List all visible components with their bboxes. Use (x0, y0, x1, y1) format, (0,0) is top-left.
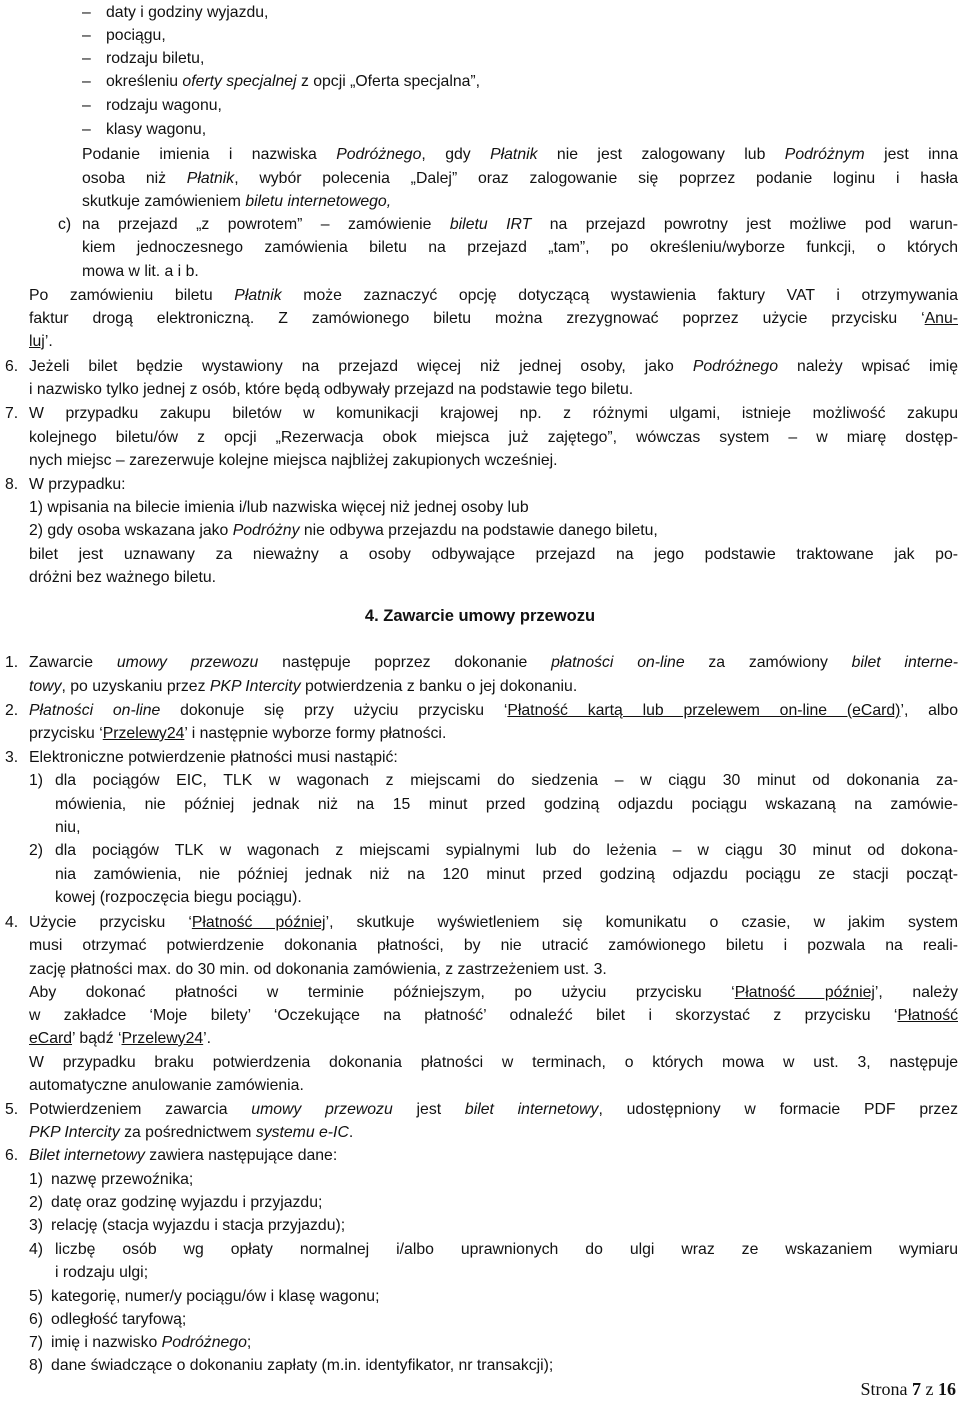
sub-number: 2) (29, 842, 44, 859)
paragraph-line: luj’. (29, 333, 53, 350)
paragraph-line: Aby dokonać płatności w terminie późniejszym, po użyciu przycisku ‘Płatność później’, należy (29, 984, 958, 1001)
paragraph-line: PKP Intercity za pośrednictwem systemu e-IC. (29, 1124, 354, 1141)
paragraph-line: dla pociągów EIC, TLK w wagonach z miejscami do siedzenia – w ciągu 30 minut od dokonania za- (55, 772, 958, 789)
list-item: – rodzaju wagonu, (82, 97, 222, 114)
paragraph-line: niu, (55, 819, 81, 836)
paragraph-line: kiem jednoczesnego zamówienia biletu na przejazd „tam”, po określeniu/wyborze funkcji, o których (82, 239, 958, 256)
paragraph-line: Płatności on-line dokonuje się przy użyciu przycisku ‘Płatność kartą lub przelewem on-line (eCard)’, albo (29, 702, 958, 719)
list-item: 1) nazwę przewoźnika; (29, 1171, 194, 1188)
item-number: 5. (5, 1101, 19, 1118)
paragraph-line: osoba niż Płatnik, wybór polecenia „Dalej” oraz zalogowanie się poprzez podanie loginu i hasła (82, 170, 958, 187)
list-item: – pociągu, (82, 27, 166, 44)
list-item: 5) kategorię, numer/y pociągu/ów i klasę wagonu; (29, 1288, 380, 1305)
paragraph-line: W przypadku: (29, 476, 126, 493)
paragraph-line: nych miejsc – zarezerwuje kolejne miejsca najbliżej zakupionych wcześniej. (29, 452, 558, 469)
section-heading: 4. Zawarcie umowy przewozu (364, 607, 596, 625)
paragraph-line: dla pociągów TLK w wagonach z miejscami sypialnymi lub do leżenia – w ciągu 30 minut od dokona- (55, 842, 958, 859)
list-item: 6) odległość taryfową; (29, 1311, 187, 1328)
item-number: 1. (5, 654, 19, 671)
item-number: 6. (5, 358, 19, 375)
item-number: 2. (5, 702, 19, 719)
paragraph-line: mowa w lit. a i b. (82, 263, 199, 280)
list-item: 7) imię i nazwisko Podróżnego; (29, 1334, 252, 1351)
przelewy24-button-reference: Przelewy24 (102, 725, 185, 742)
paragraph-line: mówienia, nie później jednak niż na 15 minut przed godziną odjazdu pociągu wskazaną na zamówie- (55, 796, 958, 813)
page-number: Strona 7 z 16 (860, 1379, 956, 1399)
list-item: i rodzaju ulgi; (55, 1264, 149, 1281)
paragraph-line: na przejazd „z powrotem” – zamówienie biletu IRT na przejazd powrotny jest możliwe pod warun- (82, 216, 958, 233)
paragraph-line: Zawarcie umowy przewozu następuje poprzez dokonanie płatności on-line za zamówiony bilet interne- (29, 654, 958, 671)
paragraph-line: 1) wpisania na bilecie imienia i/lub nazwiska więcej niż jednej osoby lub (29, 499, 529, 516)
paragraph-line: W przypadku zakupu biletów w komunikacji krajowej np. z różnymi ulgami, istnieje możliwość zakupu (29, 405, 958, 422)
paragraph-line: Użycie przycisku ‘Płatność później’, skutkuje wyświetleniem się komunikatu o czasie, w jakim system (29, 914, 958, 931)
list-item: – rodzaju biletu, (82, 50, 205, 67)
paragraph-line: przycisku ‘Przelewy24’ i następnie wyborze formy płatności. (29, 725, 447, 742)
list-label: c) (58, 216, 72, 233)
paragraph-line: kowej (rozpoczęcia biegu pociągu). (55, 889, 302, 906)
ecard-button-reference: Płatność kartą lub przelewem on-line (eCard) (507, 702, 901, 719)
list-item: 8) dane świadczące o dokonaniu zapłaty (m.in. identyfikator, nr transakcji); (29, 1357, 554, 1374)
list-item: – klasy wagonu, (82, 121, 207, 138)
paragraph-line: nia zamówienia, nie później jednak niż na 120 minut przed godziną odjazdu pociągu ze stacji począt- (55, 866, 958, 883)
list-item: 2) datę oraz godzinę wyjazdu i przyjazdu; (29, 1194, 323, 1211)
paragraph-line: Bilet internetowy zawiera następujące dane: (29, 1147, 338, 1164)
paragraph-line: automatyczne anulowanie zamówienia. (29, 1077, 304, 1094)
paragraph-line: Podanie imienia i nazwiska Podróżnego, gdy Płatnik nie jest zalogowany lub Podróżnym jest inna (82, 146, 958, 163)
paragraph-line: i nazwisko tylko jednej z osób, które będą odbywały przejazd na podstawie tego biletu. (29, 381, 634, 398)
pay-later-button-reference: Płatność później (734, 984, 875, 1001)
paragraph-line: zację płatności max. do 30 min. od dokonania zamówienia, z zastrzeżeniem ust. 3. (29, 961, 607, 978)
paragraph-line: towy, po uzyskaniu przez PKP Intercity potwierdzenia z banku o jej dokonaniu. (29, 678, 578, 695)
item-number: 4. (5, 914, 19, 931)
item-number: 6. (5, 1147, 19, 1164)
pay-later-button-reference: Płatność później (191, 914, 326, 931)
paragraph-line: dróżni bez ważnego biletu. (29, 569, 217, 586)
paragraph-line: eCard’ bądź ‘Przelewy24’. (29, 1030, 212, 1047)
sub-number: 4) (29, 1241, 44, 1258)
paragraph-line: kolejnego biletu/ów z opcji „Rezerwacja obok miejsca już zajętego”, wówczas system – w miarę dostęp- (29, 429, 958, 446)
item-number: 3. (5, 749, 19, 766)
item-number: 8. (5, 476, 19, 493)
paragraph-line: W przypadku braku potwierdzenia dokonania płatności w terminach, o których mowa w ust. 3, następuje (29, 1054, 958, 1071)
przelewy24-button-reference: Przelewy24 (121, 1030, 204, 1047)
paragraph-line: Jeżeli bilet będzie wystawiony na przejazd więcej niż jednej osoby, jako Podróżnego należy wpisać imię (29, 358, 958, 375)
paragraph-line: Po zamówieniu biletu Płatnik może zaznaczyć opcję dotyczącą wystawienia faktury VAT i otrzymywania (29, 287, 959, 304)
sub-number: 1) (29, 772, 44, 789)
paragraph-line: w zakładce ‘Moje bilety’ ‘Oczekujące na płatność’ odnaleźć bilet i skorzystać z przycisku ‘Płatność (29, 1007, 958, 1024)
paragraph-line: musi otrzymać potwierdzenie dokonania płatności, by nie utracić zamówionego biletu i pozwala na reali- (29, 937, 958, 954)
list-item: – określeniu oferty specjalnej z opcji „Oferta specjalna”, (82, 73, 481, 90)
list-item: liczbę osób wg opłaty normalnej i/albo uprawnionych do ulgi wraz ze wskazaniem wymiaru (55, 1241, 958, 1258)
paragraph-line: bilet jest uznawany za nieważny a osoby odbywające przejazd na jego podstawie traktowane jak po- (29, 546, 958, 563)
paragraph-line: Potwierdzeniem zawarcia umowy przewozu jest bilet internetowy, udostępniony w formacie PDF przez (29, 1101, 958, 1118)
ecard-button-reference: Płatność (897, 1007, 958, 1024)
list-item: 3) relację (stacja wyjazdu i stacja przyjazdu); (29, 1217, 346, 1234)
list-item: – daty i godziny wyjazdu, (82, 4, 269, 21)
cancel-button-reference: Anu- (924, 310, 958, 327)
paragraph-line: skutkuje zamówieniem biletu internetowego, (82, 193, 392, 210)
paragraph-line: faktur drogą elektroniczną. Z zamówionego biletu można zrezygnować poprzez użycie przycisku ‘Anu- (29, 310, 958, 327)
item-number: 7. (5, 405, 19, 422)
paragraph-line: Elektroniczne potwierdzenie płatności musi nastąpić: (29, 749, 398, 766)
paragraph-line: 2) gdy osoba wskazana jako Podróżny nie odbywa przejazdu na podstawie danego biletu, (29, 522, 658, 539)
